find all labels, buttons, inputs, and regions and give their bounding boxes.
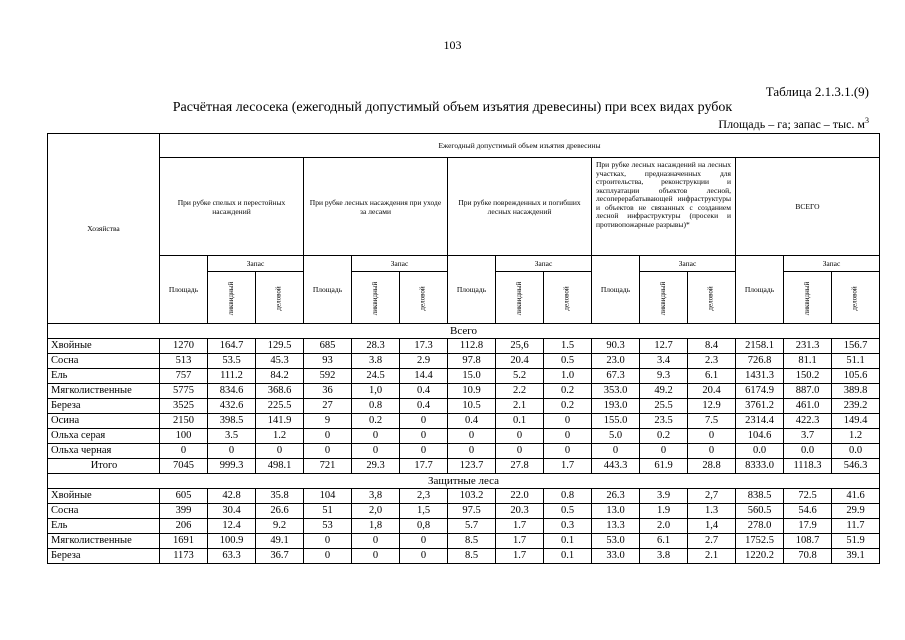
table-cell: 25.5	[640, 399, 688, 414]
table-cell: 0	[400, 549, 448, 564]
header-business-text: деловой	[418, 285, 427, 311]
table-cell: 35.8	[256, 489, 304, 504]
table-cell: 150.2	[784, 369, 832, 384]
table-cell: 0.0	[736, 444, 784, 459]
header-liquid	[784, 272, 832, 324]
table-cell: 17.9	[784, 519, 832, 534]
table-cell: 0	[160, 444, 208, 459]
table-id: Таблица 2.1.3.1.(9)	[765, 84, 869, 99]
table-cell: 0	[304, 444, 352, 459]
table-cell: 108.7	[784, 534, 832, 549]
table-cell: 90.3	[592, 339, 640, 354]
table-body	[48, 324, 880, 564]
table-cell: 1.2	[256, 429, 304, 444]
table-cell: 45.3	[256, 354, 304, 369]
table-cell: 41.6	[832, 489, 880, 504]
table-cell: 53.0	[592, 534, 640, 549]
table-cell: 389.8	[832, 384, 880, 399]
units-note	[718, 116, 869, 132]
table-cell: 605	[160, 489, 208, 504]
table-cell: 12.7	[640, 339, 688, 354]
table-cell: 10.9	[448, 384, 496, 399]
table-cell: 2.1	[688, 549, 736, 564]
table-cell: 20.3	[496, 504, 544, 519]
table-cell: 422.3	[784, 414, 832, 429]
table-cell: 999.3	[208, 459, 256, 474]
table-cell: 9.2	[256, 519, 304, 534]
row-label: Итого	[48, 459, 160, 474]
table-cell: 27	[304, 399, 352, 414]
table-cell: 0	[544, 444, 592, 459]
table-cell: 8.4	[688, 339, 736, 354]
table-cell: 443.3	[592, 459, 640, 474]
header-mature-felling: При рубке спелых и перестойных насаждений	[160, 158, 304, 256]
table-cell: 28.8	[688, 459, 736, 474]
table-cell: 24.5	[352, 369, 400, 384]
table-cell: 11.7	[832, 519, 880, 534]
row-label: Ольха черная	[48, 444, 160, 459]
table-cell: 0	[448, 444, 496, 459]
table-cell: 51	[304, 504, 352, 519]
table-cell: 0	[496, 429, 544, 444]
table-cell: 0.2	[640, 429, 688, 444]
table-cell: 1220.2	[736, 549, 784, 564]
table-cell: 2,0	[352, 504, 400, 519]
header-business-text: деловой	[274, 285, 283, 311]
row-label: Сосна	[48, 354, 160, 369]
table-cell: 1.7	[496, 519, 544, 534]
table-cell: 63.3	[208, 549, 256, 564]
table-cell: 100.9	[208, 534, 256, 549]
table-cell: 398.5	[208, 414, 256, 429]
table-row	[48, 519, 880, 534]
row-label: Хвойные	[48, 489, 160, 504]
header-farm: Хозяйства	[48, 134, 160, 324]
header-liquid-text: ликвидный	[226, 281, 235, 315]
table-cell: 1691	[160, 534, 208, 549]
table-cell: 53	[304, 519, 352, 534]
table-cell: 0	[352, 429, 400, 444]
table-cell: 2.7	[688, 534, 736, 549]
table-cell: 49.2	[640, 384, 688, 399]
table-cell: 1.7	[496, 534, 544, 549]
table-cell: 1,5	[400, 504, 448, 519]
table-cell: 368.6	[256, 384, 304, 399]
table-title: Расчётная лесосека (ежегодный допустимый объем изъятия древесины) при всех видах рубок	[172, 100, 733, 115]
row-label: Береза	[48, 549, 160, 564]
table-cell: 206	[160, 519, 208, 534]
table-cell: 353.0	[592, 384, 640, 399]
table-cell: 1752.5	[736, 534, 784, 549]
table-cell: 2.3	[688, 354, 736, 369]
table-cell: 0	[352, 534, 400, 549]
table-cell: 0.4	[400, 384, 448, 399]
table-cell: 278.0	[736, 519, 784, 534]
table-cell: 8.5	[448, 534, 496, 549]
table-cell: 2.2	[496, 384, 544, 399]
table-cell: 20.4	[688, 384, 736, 399]
table-row	[48, 444, 880, 459]
table-cell: 0	[304, 429, 352, 444]
table-cell: 2158.1	[736, 339, 784, 354]
table-cell: 2.0	[640, 519, 688, 534]
header-business	[544, 272, 592, 324]
table-cell: 3.5	[208, 429, 256, 444]
section-title: Защитные леса	[48, 474, 880, 489]
table-cell: 3.4	[640, 354, 688, 369]
table-cell: 0.0	[784, 444, 832, 459]
table-cell: 0.8	[544, 489, 592, 504]
table-cell: 9.3	[640, 369, 688, 384]
table-cell: 592	[304, 369, 352, 384]
table-cell: 0.1	[544, 534, 592, 549]
header-area: Площадь	[160, 256, 208, 324]
header-area: Площадь	[304, 256, 352, 324]
table-row	[48, 504, 880, 519]
table-cell: 0.0	[832, 444, 880, 459]
table-cell: 2.9	[400, 354, 448, 369]
table-cell: 15.0	[448, 369, 496, 384]
table-cell: 36.7	[256, 549, 304, 564]
table-cell: 0.8	[352, 399, 400, 414]
table-cell: 84.2	[256, 369, 304, 384]
table-cell: 2150	[160, 414, 208, 429]
table-cell: 1,0	[352, 384, 400, 399]
table-cell: 0.2	[352, 414, 400, 429]
table-cell: 1.9	[640, 504, 688, 519]
table-cell: 155.0	[592, 414, 640, 429]
header-liquid-text: ликвидный	[802, 281, 811, 315]
table-cell: 399	[160, 504, 208, 519]
table-cell: 123.7	[448, 459, 496, 474]
row-label: Береза	[48, 399, 160, 414]
table-cell: 1270	[160, 339, 208, 354]
table-cell: 104	[304, 489, 352, 504]
table-cell: 12.9	[688, 399, 736, 414]
table-cell: 97.5	[448, 504, 496, 519]
table-cell: 8.5	[448, 549, 496, 564]
table-cell: 3761.2	[736, 399, 784, 414]
table-cell: 7045	[160, 459, 208, 474]
table-row	[48, 414, 880, 429]
table-row	[48, 354, 880, 369]
row-label: Хвойные	[48, 339, 160, 354]
table-cell: 721	[304, 459, 352, 474]
table-cell: 141.9	[256, 414, 304, 429]
table-cell: 239.2	[832, 399, 880, 414]
table-cell: 0.1	[544, 549, 592, 564]
table-cell: 6.1	[688, 369, 736, 384]
table-cell: 1.2	[832, 429, 880, 444]
row-label: Мягколиственные	[48, 534, 160, 549]
allowable-cut-table	[47, 133, 880, 564]
table-cell: 0	[640, 444, 688, 459]
section-header-row	[48, 474, 880, 489]
header-total: ВСЕГО	[736, 158, 880, 256]
table-cell: 0.5	[544, 504, 592, 519]
table-cell: 0	[304, 549, 352, 564]
table-cell: 54.6	[784, 504, 832, 519]
table-cell: 0.4	[400, 399, 448, 414]
table-cell: 29.9	[832, 504, 880, 519]
header-area: Площадь	[736, 256, 784, 324]
table-cell: 23.0	[592, 354, 640, 369]
table-cell: 8333.0	[736, 459, 784, 474]
table-cell: 5.2	[496, 369, 544, 384]
table-cell: 17.3	[400, 339, 448, 354]
header-liquid	[352, 272, 400, 324]
table-cell: 33.0	[592, 549, 640, 564]
table-cell: 3.7	[784, 429, 832, 444]
table-cell: 70.8	[784, 549, 832, 564]
table-cell: 67.3	[592, 369, 640, 384]
table-cell: 0.2	[544, 384, 592, 399]
header-stock: Запас	[640, 256, 736, 272]
table-cell: 1431.3	[736, 369, 784, 384]
table-cell: 9	[304, 414, 352, 429]
header-business-text: деловой	[706, 285, 715, 311]
table-cell: 13.3	[592, 519, 640, 534]
units-text: Площадь – га; запас – тыс. м	[718, 117, 865, 131]
table-cell: 0.5	[544, 354, 592, 369]
header-liquid-text: ликвидный	[658, 281, 667, 315]
table-cell: 25,6	[496, 339, 544, 354]
table-cell: 1,8	[352, 519, 400, 534]
table-cell: 105.6	[832, 369, 880, 384]
table-cell: 546.3	[832, 459, 880, 474]
table-cell: 5.7	[448, 519, 496, 534]
table-cell: 39.1	[832, 549, 880, 564]
table-cell: 13.0	[592, 504, 640, 519]
table-cell: 12.4	[208, 519, 256, 534]
table-cell: 0	[544, 429, 592, 444]
table-cell: 838.5	[736, 489, 784, 504]
table-cell: 14.4	[400, 369, 448, 384]
table-cell: 0.2	[544, 399, 592, 414]
row-label: Ель	[48, 369, 160, 384]
table-cell: 164.7	[208, 339, 256, 354]
table-cell: 887.0	[784, 384, 832, 399]
table-cell: 193.0	[592, 399, 640, 414]
table-cell: 28.3	[352, 339, 400, 354]
table-cell: 112.8	[448, 339, 496, 354]
table-cell: 1.7	[496, 549, 544, 564]
table-cell: 72.5	[784, 489, 832, 504]
table-cell: 97.8	[448, 354, 496, 369]
table-cell: 26.6	[256, 504, 304, 519]
header-business	[688, 272, 736, 324]
header-business	[400, 272, 448, 324]
table-row	[48, 534, 880, 549]
table-cell: 0	[352, 549, 400, 564]
table-cell: 6174.9	[736, 384, 784, 399]
row-label: Осина	[48, 414, 160, 429]
table-cell: 685	[304, 339, 352, 354]
table-row	[48, 429, 880, 444]
table-cell: 3.8	[640, 549, 688, 564]
table-cell: 0.1	[496, 414, 544, 429]
header-damaged-felling: При рубке поврежденных и погибших лесных насаждений	[448, 158, 592, 256]
table-cell: 2314.4	[736, 414, 784, 429]
header-business	[256, 272, 304, 324]
table-row	[48, 339, 880, 354]
units-superscript: 3	[865, 116, 869, 125]
table-row	[48, 369, 880, 384]
table-cell: 498.1	[256, 459, 304, 474]
table-cell: 3525	[160, 399, 208, 414]
table-cell: 757	[160, 369, 208, 384]
header-care-felling: При рубке лесных насаждения при уходе за лесами	[304, 158, 448, 256]
header-construction-felling: При рубке лесных насаждений на лесных участках, предназначенных для строительства, реконструкции и эксплуатации объектов лесной, лесоперерабатывающей инфраструктуры и объектов не связанных с созданием лесной инфраструктуры (просеки и противопожарные разрывы)*	[592, 158, 736, 256]
table-cell: 129.5	[256, 339, 304, 354]
table-cell: 1.5	[544, 339, 592, 354]
table-row	[48, 459, 880, 474]
table-cell: 26.3	[592, 489, 640, 504]
table-cell: 10.5	[448, 399, 496, 414]
table-cell: 7.5	[688, 414, 736, 429]
table-cell: 20.4	[496, 354, 544, 369]
table-cell: 51.1	[832, 354, 880, 369]
table-cell: 29.3	[352, 459, 400, 474]
table-cell: 93	[304, 354, 352, 369]
table-cell: 5.0	[592, 429, 640, 444]
table-cell: 30.4	[208, 504, 256, 519]
table-row	[48, 399, 880, 414]
table-cell: 51.9	[832, 534, 880, 549]
header-business-text: деловой	[850, 285, 859, 311]
table-cell: 3.8	[352, 354, 400, 369]
table-cell: 42.8	[208, 489, 256, 504]
table-cell: 461.0	[784, 399, 832, 414]
table-cell: 5775	[160, 384, 208, 399]
page-number: 103	[443, 38, 462, 52]
table-cell: 0	[400, 534, 448, 549]
table-cell: 111.2	[208, 369, 256, 384]
table-cell: 0.3	[544, 519, 592, 534]
table-cell: 104.6	[736, 429, 784, 444]
table-cell: 23.5	[640, 414, 688, 429]
table-cell: 3.9	[640, 489, 688, 504]
table-cell: 0	[208, 444, 256, 459]
header-group: Ежегодный допустимый объем изъятия древесины	[160, 134, 880, 158]
table-cell: 49.1	[256, 534, 304, 549]
table-cell: 1.3	[688, 504, 736, 519]
table-cell: 0	[304, 534, 352, 549]
section-title: Всего	[48, 324, 880, 339]
table-cell: 0	[688, 429, 736, 444]
table-row	[48, 384, 880, 399]
header-liquid	[640, 272, 688, 324]
header-area: Площадь	[592, 256, 640, 324]
table-row	[48, 489, 880, 504]
table-cell: 834.6	[208, 384, 256, 399]
table-cell: 156.7	[832, 339, 880, 354]
table-cell: 17.7	[400, 459, 448, 474]
table-cell: 81.1	[784, 354, 832, 369]
table-cell: 560.5	[736, 504, 784, 519]
table-cell: 225.5	[256, 399, 304, 414]
table-cell: 231.3	[784, 339, 832, 354]
table-cell: 0	[592, 444, 640, 459]
row-label: Мягколиственные	[48, 384, 160, 399]
table-cell: 103.2	[448, 489, 496, 504]
table-cell: 22.0	[496, 489, 544, 504]
table-cell: 0,8	[400, 519, 448, 534]
table-cell: 6.1	[640, 534, 688, 549]
table-cell: 1118.3	[784, 459, 832, 474]
table-cell: 0	[352, 444, 400, 459]
header-business	[832, 272, 880, 324]
table-cell: 0	[400, 444, 448, 459]
table-cell: 2,3	[400, 489, 448, 504]
table-cell: 0.4	[448, 414, 496, 429]
table-cell: 1.0	[544, 369, 592, 384]
table-cell: 100	[160, 429, 208, 444]
table-cell: 0	[256, 444, 304, 459]
table-cell: 1173	[160, 549, 208, 564]
table-cell: 0	[400, 414, 448, 429]
header-stock: Запас	[496, 256, 592, 272]
table-cell: 36	[304, 384, 352, 399]
table-cell: 0	[688, 444, 736, 459]
header-stock: Запас	[784, 256, 880, 272]
header-liquid	[208, 272, 256, 324]
table-cell: 53.5	[208, 354, 256, 369]
table-cell: 2,7	[688, 489, 736, 504]
header-liquid-text: ликвидный	[370, 281, 379, 315]
section-header-row	[48, 324, 880, 339]
table-cell: 0	[496, 444, 544, 459]
header-area: Площадь	[448, 256, 496, 324]
header-liquid-text: ликвидный	[514, 281, 523, 315]
table-cell: 149.4	[832, 414, 880, 429]
table-cell: 0	[400, 429, 448, 444]
header-stock: Запас	[208, 256, 304, 272]
table-cell: 1,4	[688, 519, 736, 534]
table-cell: 0	[448, 429, 496, 444]
table-cell: 27.8	[496, 459, 544, 474]
header-liquid	[496, 272, 544, 324]
table-cell: 513	[160, 354, 208, 369]
header-stock: Запас	[352, 256, 448, 272]
row-label: Ольха серая	[48, 429, 160, 444]
table-cell: 3,8	[352, 489, 400, 504]
table-cell: 432.6	[208, 399, 256, 414]
table-cell: 0	[544, 414, 592, 429]
row-label: Ель	[48, 519, 160, 534]
row-label: Сосна	[48, 504, 160, 519]
table-row	[48, 549, 880, 564]
table-cell: 61.9	[640, 459, 688, 474]
table-cell: 2.1	[496, 399, 544, 414]
table-cell: 1.7	[544, 459, 592, 474]
table-cell: 726.8	[736, 354, 784, 369]
header-business-text: деловой	[562, 285, 571, 311]
